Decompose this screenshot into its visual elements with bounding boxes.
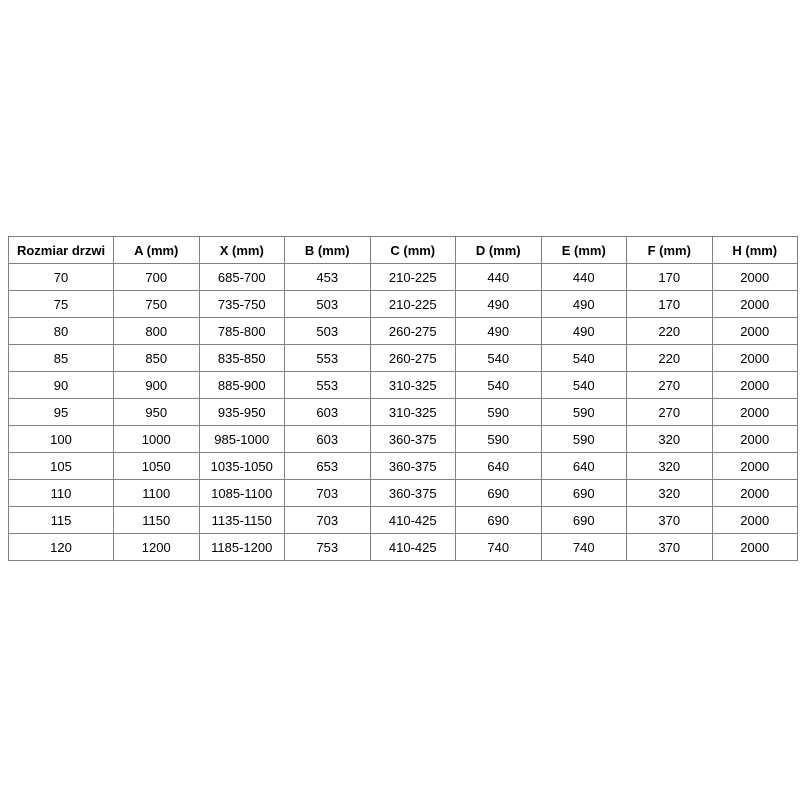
table-cell: 735-750 xyxy=(199,291,285,318)
table-cell: 1100 xyxy=(114,480,200,507)
table-cell: 115 xyxy=(9,507,114,534)
table-cell: 2000 xyxy=(712,345,798,372)
table-cell: 170 xyxy=(627,291,713,318)
table-cell: 90 xyxy=(9,372,114,399)
table-cell: 1200 xyxy=(114,534,200,561)
table-cell: 95 xyxy=(9,399,114,426)
table-cell: 653 xyxy=(285,453,371,480)
table-cell: 690 xyxy=(456,480,542,507)
column-header-0: Rozmiar drzwi xyxy=(9,237,114,264)
table-cell: 753 xyxy=(285,534,371,561)
table-cell: 210-225 xyxy=(370,264,456,291)
table-cell: 453 xyxy=(285,264,371,291)
table-cell: 950 xyxy=(114,399,200,426)
table-cell: 490 xyxy=(541,291,627,318)
table-cell: 1035-1050 xyxy=(199,453,285,480)
table-row xyxy=(9,264,798,291)
table-cell: 120 xyxy=(9,534,114,561)
table-cell: 935-950 xyxy=(199,399,285,426)
column-header-5: D (mm) xyxy=(456,237,542,264)
table-cell: 1085-1100 xyxy=(199,480,285,507)
table-cell: 590 xyxy=(541,399,627,426)
table-cell: 703 xyxy=(285,507,371,534)
table-cell: 835-850 xyxy=(199,345,285,372)
column-header-7: F (mm) xyxy=(627,237,713,264)
table-row xyxy=(9,372,798,399)
table-cell: 490 xyxy=(541,318,627,345)
table-cell: 410-425 xyxy=(370,507,456,534)
table-row xyxy=(9,291,798,318)
table-cell: 2000 xyxy=(712,426,798,453)
table-cell: 690 xyxy=(456,507,542,534)
table-cell: 540 xyxy=(456,372,542,399)
table-cell: 170 xyxy=(627,264,713,291)
table-row xyxy=(9,318,798,345)
table-cell: 700 xyxy=(114,264,200,291)
table-cell: 985-1000 xyxy=(199,426,285,453)
table-cell: 360-375 xyxy=(370,426,456,453)
table-cell: 75 xyxy=(9,291,114,318)
table-cell: 440 xyxy=(541,264,627,291)
table-cell: 320 xyxy=(627,480,713,507)
table-cell: 690 xyxy=(541,507,627,534)
table-cell: 800 xyxy=(114,318,200,345)
table-cell: 2000 xyxy=(712,318,798,345)
table-row xyxy=(9,507,798,534)
table-cell: 503 xyxy=(285,291,371,318)
column-header-2: X (mm) xyxy=(199,237,285,264)
table-cell: 503 xyxy=(285,318,371,345)
table-cell: 360-375 xyxy=(370,453,456,480)
table-cell: 1185-1200 xyxy=(199,534,285,561)
table-cell: 370 xyxy=(627,507,713,534)
table-cell: 640 xyxy=(541,453,627,480)
table-cell: 590 xyxy=(456,399,542,426)
table-cell: 640 xyxy=(456,453,542,480)
table-cell: 553 xyxy=(285,345,371,372)
table-cell: 2000 xyxy=(712,291,798,318)
table-cell: 540 xyxy=(456,345,542,372)
table-cell: 2000 xyxy=(712,399,798,426)
table-row xyxy=(9,345,798,372)
column-header-3: B (mm) xyxy=(285,237,371,264)
table-cell: 540 xyxy=(541,372,627,399)
table-cell: 320 xyxy=(627,453,713,480)
table-cell: 210-225 xyxy=(370,291,456,318)
column-header-8: H (mm) xyxy=(712,237,798,264)
table-row xyxy=(9,453,798,480)
table-cell: 2000 xyxy=(712,534,798,561)
table-cell: 1050 xyxy=(114,453,200,480)
table-cell: 2000 xyxy=(712,453,798,480)
table-cell: 1000 xyxy=(114,426,200,453)
table-cell: 2000 xyxy=(712,264,798,291)
table-cell: 440 xyxy=(456,264,542,291)
table-cell: 105 xyxy=(9,453,114,480)
table-cell: 100 xyxy=(9,426,114,453)
table-cell: 1150 xyxy=(114,507,200,534)
table-cell: 2000 xyxy=(712,507,798,534)
table-cell: 370 xyxy=(627,534,713,561)
column-header-4: C (mm) xyxy=(370,237,456,264)
table-cell: 740 xyxy=(541,534,627,561)
table-row xyxy=(9,426,798,453)
column-header-6: E (mm) xyxy=(541,237,627,264)
table-row xyxy=(9,399,798,426)
table-cell: 220 xyxy=(627,318,713,345)
table-cell: 540 xyxy=(541,345,627,372)
table-cell: 590 xyxy=(456,426,542,453)
table-cell: 685-700 xyxy=(199,264,285,291)
table-cell: 110 xyxy=(9,480,114,507)
table-cell: 270 xyxy=(627,399,713,426)
table-cell: 270 xyxy=(627,372,713,399)
table-cell: 703 xyxy=(285,480,371,507)
table-cell: 310-325 xyxy=(370,399,456,426)
table-cell: 490 xyxy=(456,318,542,345)
table-cell: 900 xyxy=(114,372,200,399)
table-cell: 1135-1150 xyxy=(199,507,285,534)
table-cell: 590 xyxy=(541,426,627,453)
table-cell: 220 xyxy=(627,345,713,372)
table-cell: 260-275 xyxy=(370,345,456,372)
table-row xyxy=(9,534,798,561)
table-cell: 690 xyxy=(541,480,627,507)
table-cell: 70 xyxy=(9,264,114,291)
table-row xyxy=(9,480,798,507)
table-cell: 80 xyxy=(9,318,114,345)
table-header-row xyxy=(9,237,798,264)
table-cell: 310-325 xyxy=(370,372,456,399)
table-cell: 260-275 xyxy=(370,318,456,345)
table-cell: 2000 xyxy=(712,480,798,507)
column-header-1: A (mm) xyxy=(114,237,200,264)
table-cell: 850 xyxy=(114,345,200,372)
table-body xyxy=(9,264,798,561)
door-size-table xyxy=(8,236,798,561)
table-cell: 750 xyxy=(114,291,200,318)
table-cell: 490 xyxy=(456,291,542,318)
table-cell: 553 xyxy=(285,372,371,399)
table-cell: 603 xyxy=(285,399,371,426)
table-cell: 885-900 xyxy=(199,372,285,399)
table-cell: 410-425 xyxy=(370,534,456,561)
table-cell: 2000 xyxy=(712,372,798,399)
table-cell: 360-375 xyxy=(370,480,456,507)
table-cell: 320 xyxy=(627,426,713,453)
table-cell: 603 xyxy=(285,426,371,453)
table-cell: 85 xyxy=(9,345,114,372)
table-cell: 785-800 xyxy=(199,318,285,345)
table-cell: 740 xyxy=(456,534,542,561)
